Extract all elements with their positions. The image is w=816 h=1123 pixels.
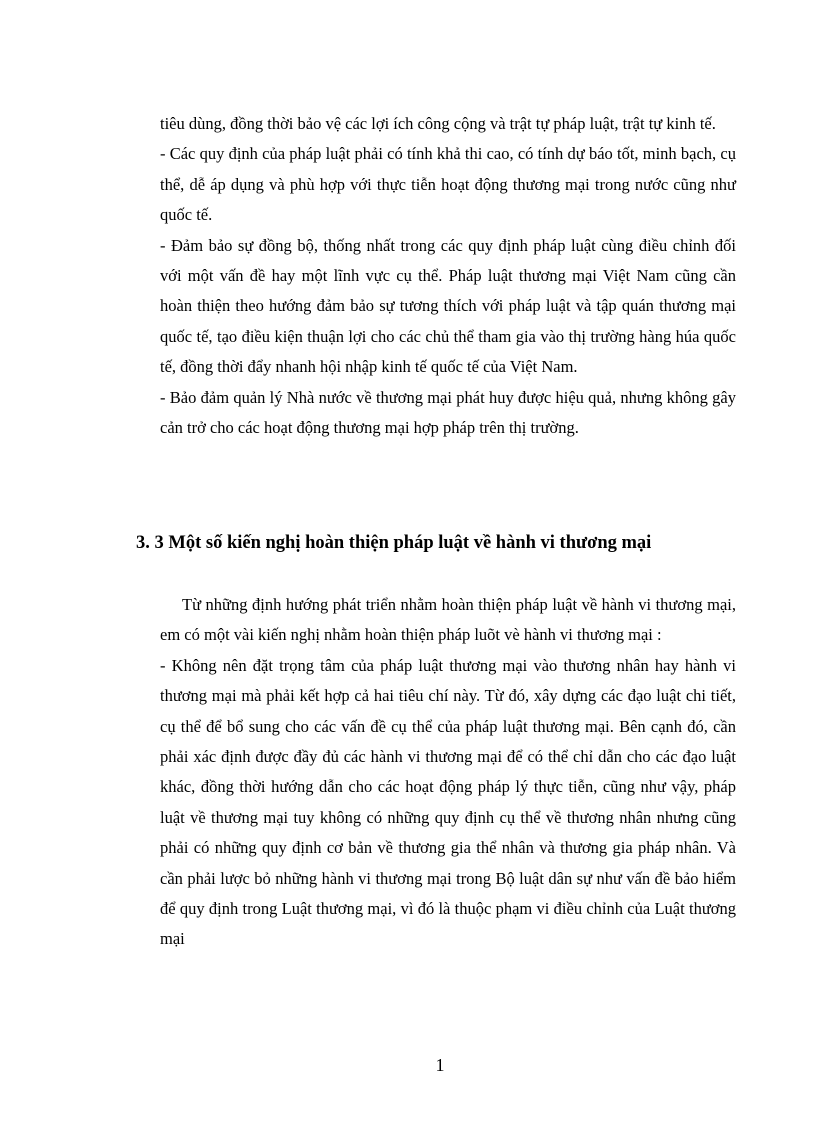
paragraph-recommendation-detail: - Không nên đặt trọng tâm của pháp luật thương mại vào thương nhân hay hành vi thương mại mà phải kết hợp cả hai tiêu chí này. Từ đó, xây dựng các đạo luật chi tiết, cụ thể để bổ sung cho các vấn đề cụ thể của pháp luật thương mại. Bên cạnh đó, cần phải xác định được đầy đủ các hành vi thương mại để có thể chỉ dẫn cho các đạo luật khác, đồng thời hướng dẫn cho các hoạt động pháp lý thực tiễn, cũng như vậy, pháp luật về thương mại tuy không có những quy định cụ thể về thương nhân nhưng cũng phải có những quy định cơ bản về thương gia thể nhân và thương gia pháp nhân. Và cần phải lược bỏ những hành vi thương mại trong Bộ luật dân sự như vấn đề bảo hiểm để quy định trong Luật thương mại, vì đó là thuộc phạm vi điều chỉnh của Luật thương mại: [160, 655, 736, 949]
paragraph-state-management: - Bảo đảm quản lý Nhà nước về thương mại phát huy được hiệu quả, nhưng không gây cản trở cho các hoạt động thương mại hợp pháp trên thị trường.: [160, 387, 736, 438]
paragraph-consistency: - Đảm bảo sự đồng bộ, thống nhất trong các quy định pháp luật cùng điều chỉnh đối với một vấn đề hay một lĩnh vực cụ thể. Pháp luật thương mại Việt Nam cũng cần hoàn thiện theo hướng đảm bảo sự tương thích với pháp luật và tập quán thương mại quốc tế, tạo điều kiện thuận lợi cho các chủ thể tham gia vào thị trường hàng húa quốc tế, đồng thời đẩy nhanh hội nhập kinh tế quốc tế của Việt Nam.: [160, 235, 736, 377]
page-number: 1: [435, 1055, 445, 1075]
section-text-block: [160, 590, 736, 955]
paragraph-feasibility: - Các quy định của pháp luật phải có tính khả thi cao, có tính dự báo tốt, minh bạch, cụ thể, dễ áp dụng và phù hợp với thực tiễn hoạt động thương mại trong nước cũng như quốc tế.: [160, 144, 736, 225]
paragraph-recommendation-intro: Từ những định hướng phát triển nhằm hoàn thiện pháp luật về hành vi thương mại, em có một vài kiến nghị nhằm hoàn thiện pháp luõt vè hành vi thương mại :: [160, 595, 736, 645]
paragraph-continuation: tiêu dùng, đồng thời bảo vệ các lợi ích công cộng và trật tự pháp luật, trật tự kinh tế.: [160, 114, 716, 133]
intro-text-block: [160, 109, 736, 443]
section-heading: 3. 3 Một số kiến nghị hoàn thiện pháp luật về hành vi thương mại: [136, 533, 652, 553]
